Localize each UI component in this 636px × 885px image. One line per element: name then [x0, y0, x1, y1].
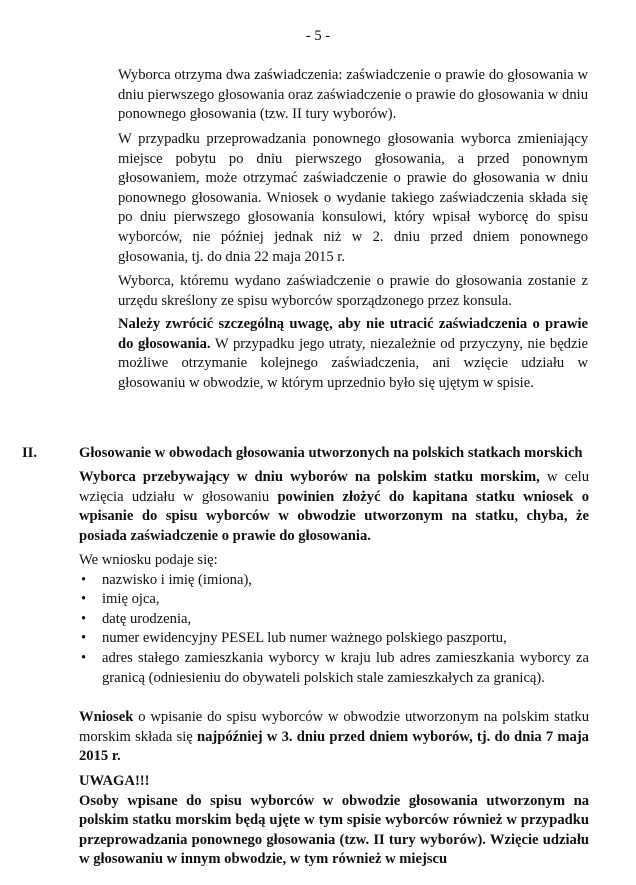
- deadline-regular: o wpisanie do spisu wyborców w obwodzie utworzonym na polskim statku morskim składa się: [79, 709, 589, 745]
- paragraph-second-round: [118, 130, 588, 267]
- list-item: • adres stałego zamieszkania wyborcy w kraju lub adres zamieszkania wyborcy za granicą (odniesieniu do obywateli polskich stale zamieszkałych za granicą).: [79, 649, 589, 688]
- list-item: • datę urodzenia,: [79, 610, 589, 630]
- application-contents: [79, 551, 589, 688]
- ship-intro-bold-1: Wyborca przebywający w dniu wyborów na polskim statku morskim,: [79, 469, 540, 485]
- ship-intro-bold-2: powinien złożyć do kapitana statku wniosek o wpisanie do spisu wyborców w obwodzie utworzonym na statku, chyba, że posiada zaświadczenie o prawie do głosowania.: [79, 488, 589, 544]
- list-item: • imię ojca,: [79, 590, 589, 610]
- ship-intro-regular: w celu wzięcia udziału w głosowaniu: [79, 469, 589, 505]
- notice-text: Osoby wpisane do spisu wyborców w obwodzie głosowania utworzonym na polskim statku morskim będą ujęte w tym spisie wyborców również w przypadku przeprowadzania ponownego głosowania (tzw. II tury wyborów). Wzięcie udziału w głosowaniu w innym obwodzie, w tym również w miejscu: [79, 792, 589, 868]
- paragraph-removal: [118, 272, 588, 311]
- warning-bold-text: Należy zwrócić szczególną uwagę, aby nie utracić zaświadczenia o prawie do głosowania.: [118, 316, 588, 352]
- paragraph-two-certificates: [118, 66, 588, 125]
- paragraph-warning: [118, 315, 588, 393]
- section-title: [79, 444, 589, 464]
- paragraph-text: W przypadku przeprowadzania ponownego głosowania wyborca zmieniający miejsce pobytu po dniu pierwszego głosowania, a przed ponownym głosowaniem, może otrzymać zaświadczenie o prawie do głosowania w dniu ponownego głosowania. Wniosek o wydanie takiego zaświadczenia składa się po dniu pierwszego głosowania konsulowi, który wpisał wyborcę do spisu wyborców, nie później jednak niż w 2. dniu przed dniem ponownego głosowania, tj. do dnia 22 maja 2015 r.: [118, 131, 588, 265]
- section-title-text: Głosowanie w obwodach głosowania utworzonych na polskich statkach morskich: [79, 445, 583, 461]
- paragraph-ship-voter: [79, 468, 589, 546]
- section-number: II.: [22, 445, 38, 461]
- paragraph-text: Wyborca otrzyma dwa zaświadczenia: zaświadczenie o prawie do głosowania w dniu pierwszego głosowania oraz zaświadczenie o prawie do głosowania w dniu ponownego głosowania (tzw. II tury wyborów).: [118, 67, 588, 123]
- paragraph-text: Wyborca, któremu wydano zaświadczenie o prawie do głosowania zostanie z urzędu skreślony ze spisu wyborców sporządzonego przez konsula.: [118, 273, 588, 309]
- notice-block: [79, 772, 589, 870]
- deadline-bold-1: Wniosek: [79, 709, 134, 725]
- deadline-bold-2: najpóźniej w 3. dniu przed dniem wyborów, tj. do dnia 7 maja 2015 r.: [79, 728, 589, 765]
- paragraph-deadline: [79, 708, 589, 767]
- page-number: - 5 -: [305, 28, 331, 44]
- list-item: • nazwisko i imię (imiona),: [79, 571, 589, 591]
- notice-heading: UWAGA!!!: [79, 773, 150, 789]
- bullet-list: [79, 571, 589, 689]
- warning-regular-text: W przypadku jego utraty, niezależnie od przyczyny, nie będzie możliwe otrzymanie kolejnego zaświadczenia, ani wzięcie udziału w głosowaniu w obwodzie, w którym uprzednio było się ujętym w spisie.: [118, 335, 588, 391]
- list-intro: We wniosku podaje się:: [79, 552, 218, 568]
- list-item: • numer ewidencyjny PESEL lub numer ważnego polskiego paszportu,: [79, 629, 589, 649]
